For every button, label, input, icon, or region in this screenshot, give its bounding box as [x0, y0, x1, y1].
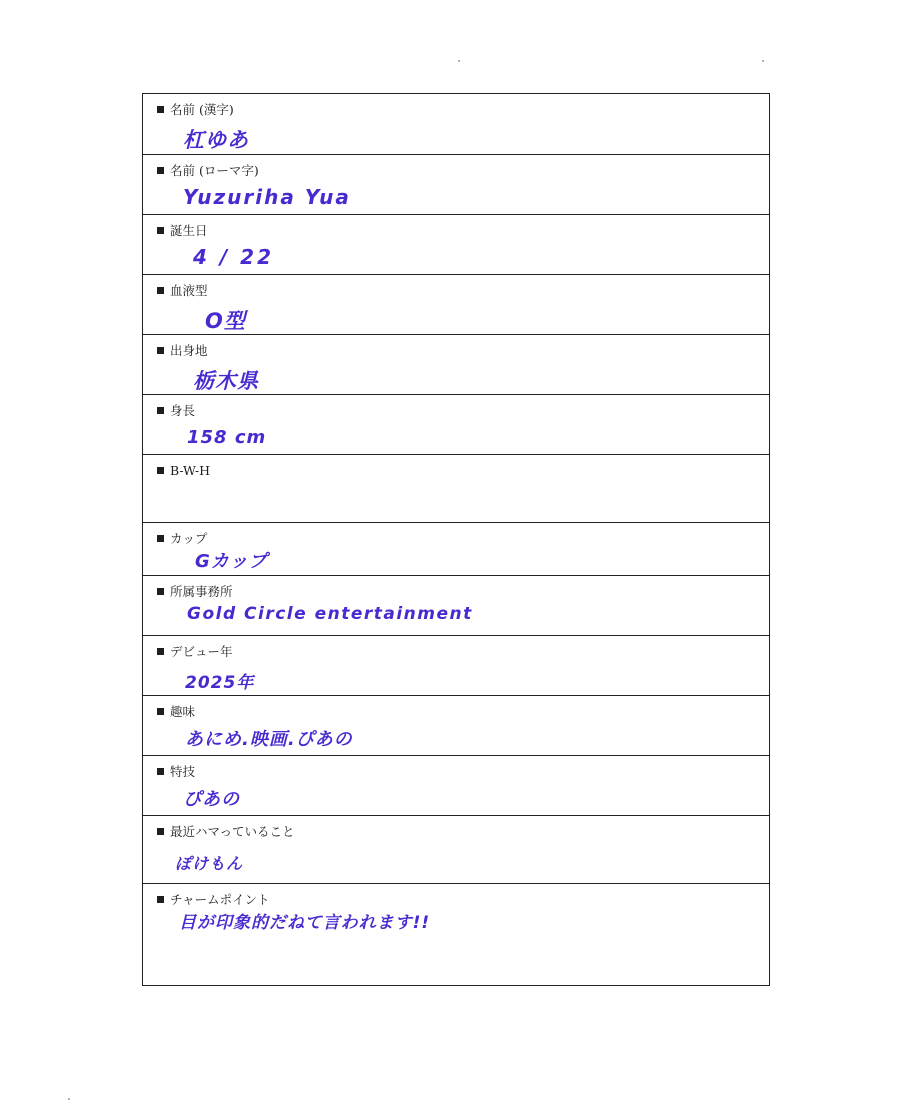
- form-row-agency: [143, 575, 769, 636]
- field-label: 身長: [170, 403, 196, 418]
- scan-speck: [762, 60, 764, 62]
- field-label: 最近ハマっていること: [170, 824, 295, 839]
- profile-form-sheet: [142, 93, 770, 986]
- bullet-square-icon: [157, 708, 164, 715]
- form-row-birthplace: [143, 334, 769, 395]
- bullet-square-icon: [157, 227, 164, 234]
- handwritten-answer: Gカップ: [195, 551, 268, 572]
- field-label: 所属事務所: [170, 584, 233, 599]
- handwritten-answer: 158 cm: [187, 427, 267, 448]
- bullet-square-icon: [157, 347, 164, 354]
- handwritten-answer: ぽけもん: [175, 854, 244, 873]
- form-row-birthday: [143, 214, 769, 275]
- bullet-square-icon: [157, 287, 164, 294]
- bullet-square-icon: [157, 467, 164, 474]
- bullet-square-icon: [157, 167, 164, 174]
- form-row-current-interests: [143, 815, 769, 884]
- form-row-bwh: [143, 454, 769, 523]
- field-label: 誕生日: [170, 223, 208, 238]
- form-row-name-kanji: [143, 94, 769, 154]
- bullet-square-icon: [157, 106, 164, 113]
- bullet-square-icon: [157, 768, 164, 775]
- field-label: 血液型: [170, 283, 208, 298]
- field-label: 趣味: [170, 704, 196, 719]
- field-label: 名前 (漢字): [170, 102, 234, 117]
- handwritten-answer: 目が印象的だねて言われます!!: [179, 913, 431, 933]
- scan-speck: [458, 60, 460, 62]
- field-label: デビュー年: [170, 644, 233, 659]
- form-row-height: [143, 394, 769, 455]
- form-row-debut-year: [143, 635, 769, 696]
- form-row-blood-type: [143, 274, 769, 335]
- handwritten-answer: 杠ゆあ: [183, 128, 249, 152]
- field-label: 出身地: [170, 343, 208, 358]
- handwritten-answer: Yuzuriha Yua: [183, 185, 351, 209]
- handwritten-answer: 4 / 22: [193, 245, 274, 269]
- handwritten-answer: Gold Circle entertainment: [187, 604, 473, 624]
- handwritten-answer: O型: [205, 309, 246, 333]
- handwritten-answer: 栃木県: [193, 369, 259, 393]
- field-label: チャームポイント: [170, 892, 270, 907]
- form-row-cup: [143, 522, 769, 576]
- bullet-square-icon: [157, 828, 164, 835]
- bullet-square-icon: [157, 407, 164, 414]
- form-row-hobbies: [143, 695, 769, 756]
- form-row-name-romaji: [143, 154, 769, 215]
- form-row-charm-point: [143, 883, 769, 985]
- handwritten-answer: あにめ.映画.ぴあの: [185, 729, 353, 750]
- handwritten-answer: ぴあの: [183, 789, 240, 810]
- field-label: B-W-H: [170, 463, 211, 478]
- bullet-square-icon: [157, 896, 164, 903]
- handwritten-answer: 2025年: [185, 673, 255, 693]
- field-label: 特技: [170, 764, 196, 779]
- bullet-square-icon: [157, 588, 164, 595]
- bullet-square-icon: [157, 648, 164, 655]
- scan-speck: [68, 1098, 70, 1100]
- form-row-skills: [143, 755, 769, 816]
- field-label: 名前 (ローマ字): [170, 163, 259, 178]
- field-label: カップ: [170, 531, 208, 546]
- bullet-square-icon: [157, 535, 164, 542]
